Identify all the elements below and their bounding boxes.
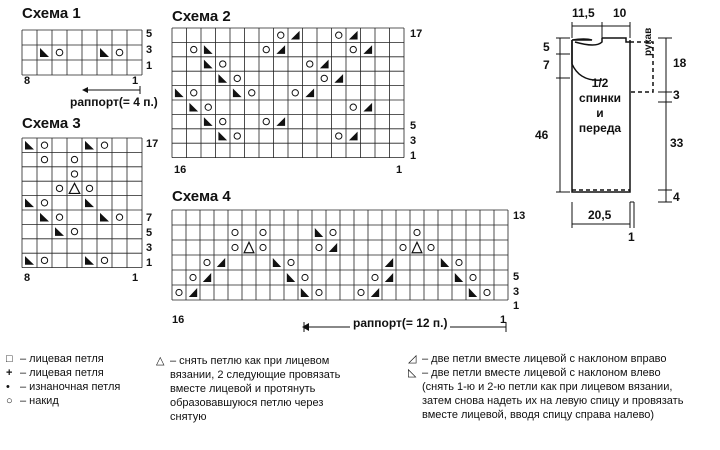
scheme-1-row-label-3: 3 bbox=[146, 44, 153, 56]
scheme-2-grid bbox=[172, 28, 404, 158]
decrease-right-mark bbox=[334, 74, 343, 83]
yarn-over-mark bbox=[41, 142, 47, 148]
scheme-4-col-label-right: 1 bbox=[500, 314, 507, 326]
yarn-over-mark bbox=[414, 229, 420, 235]
legend-item-purl: • – изнаночная петля bbox=[6, 381, 121, 393]
scheme-1-col-label-right: 1 bbox=[132, 75, 139, 87]
legend-slip-line-4: образовавшуюся петлю через bbox=[170, 397, 324, 409]
yarn-over-mark bbox=[336, 32, 342, 38]
body-label-line-1: 1/2 bbox=[591, 76, 609, 90]
decrease-left-mark bbox=[40, 48, 49, 57]
decrease-left-mark bbox=[218, 132, 227, 141]
decrease-left-mark bbox=[55, 227, 64, 236]
decrease-left-mark bbox=[233, 88, 242, 97]
body-label bbox=[572, 76, 628, 136]
scheme-4-row-label-13: 13 bbox=[513, 210, 526, 222]
dim-left-7: 7 bbox=[543, 58, 550, 72]
yarn-over-mark bbox=[428, 244, 434, 250]
sleeve-label: рукав bbox=[643, 27, 654, 56]
legend-k2tog-left-line-4: вместе лицевой, вводя спицу справа налево) bbox=[422, 409, 655, 421]
decrease-right-mark bbox=[189, 288, 197, 297]
decrease-right-mark bbox=[276, 45, 285, 54]
scheme-2-row-label-3: 3 bbox=[410, 135, 417, 147]
dim-right-3: 3 bbox=[673, 88, 680, 102]
plus-icon: + bbox=[6, 367, 13, 379]
legend-item-yarn-over: ○ – накид bbox=[6, 395, 59, 407]
scheme-3-row-label-3: 3 bbox=[146, 242, 153, 254]
decrease-left-mark bbox=[469, 288, 477, 297]
decrease-left-mark bbox=[85, 141, 94, 150]
yarn-over-mark bbox=[204, 259, 210, 265]
decrease-right-mark bbox=[385, 258, 393, 267]
dot-icon: • bbox=[6, 381, 10, 393]
yarn-over-mark bbox=[484, 289, 490, 295]
yarn-over-mark bbox=[71, 228, 77, 234]
yarn-over-mark bbox=[372, 274, 378, 280]
yarn-over-mark bbox=[350, 104, 356, 110]
yarn-over-mark bbox=[191, 46, 197, 52]
yarn-over-mark bbox=[232, 244, 238, 250]
legend-slip-line-2: вязании, 2 следующие провязать bbox=[170, 369, 341, 381]
body-label-line-4: переда bbox=[578, 121, 622, 135]
decrease-left-mark bbox=[25, 198, 34, 207]
dim-bottom: 20,5 bbox=[588, 208, 612, 222]
decrease-left-mark bbox=[441, 258, 449, 267]
body-label-line-3: и bbox=[596, 106, 604, 120]
decrease-left-mark bbox=[100, 48, 109, 57]
decrease-right-mark bbox=[363, 45, 372, 54]
yarn-over-mark bbox=[190, 274, 196, 280]
scheme-3-row-label-17: 17 bbox=[146, 138, 159, 150]
legend-k2tog-left-line-3: затем снова надеть их на левую спицу и провязать bbox=[422, 395, 684, 407]
yarn-over-mark bbox=[232, 229, 238, 235]
yarn-over-mark bbox=[400, 244, 406, 250]
yarn-over-mark bbox=[278, 32, 284, 38]
yarn-over-mark bbox=[307, 61, 313, 67]
decrease-left-mark bbox=[315, 228, 323, 237]
yarn-over-mark bbox=[71, 156, 77, 162]
yarn-over-mark bbox=[176, 289, 182, 295]
scheme-3-col-label-right: 1 bbox=[132, 272, 139, 284]
left-slant-icon: ◺ bbox=[408, 367, 417, 379]
yarn-over-mark bbox=[56, 214, 62, 220]
yarn-over-mark bbox=[292, 90, 298, 96]
yarn-over-mark bbox=[249, 90, 255, 96]
yarn-over-mark bbox=[336, 133, 342, 139]
legend-slip-line-5: снятую bbox=[170, 411, 207, 423]
yarn-over-mark bbox=[263, 118, 269, 124]
slip-double-decrease-mark bbox=[412, 242, 422, 253]
decrease-right-mark bbox=[349, 132, 358, 141]
scheme-4-col-label-left: 16 bbox=[172, 314, 185, 326]
yarn-over-mark bbox=[220, 118, 226, 124]
dim-left-5: 5 bbox=[543, 40, 550, 54]
decrease-left-mark bbox=[301, 288, 309, 297]
yarn-over-mark bbox=[116, 49, 123, 56]
dim-bottom-small: 1 bbox=[628, 230, 635, 244]
dim-top-right: 10 bbox=[613, 6, 627, 20]
legend-column-2 bbox=[156, 354, 386, 424]
scheme-4-repeat-label: раппорт(= 12 п.) bbox=[350, 316, 450, 330]
square-icon: □ bbox=[6, 353, 13, 365]
yarn-over-mark bbox=[350, 46, 356, 52]
yarn-over-mark bbox=[288, 259, 294, 265]
scheme-1-title: Схема 1 bbox=[22, 5, 81, 22]
yarn-over-mark bbox=[205, 104, 211, 110]
decrease-left-mark bbox=[204, 60, 213, 69]
dim-right-18: 18 bbox=[673, 56, 687, 70]
decrease-left-mark bbox=[204, 117, 213, 126]
scheme-2-row-label-5: 5 bbox=[410, 120, 417, 132]
scheme-1-row-label-5: 5 bbox=[146, 28, 153, 40]
yarn-over-mark bbox=[456, 259, 462, 265]
decrease-left-mark bbox=[204, 45, 213, 54]
decrease-right-mark bbox=[385, 273, 393, 282]
yarn-over-mark bbox=[234, 75, 240, 81]
scheme-4-grid bbox=[172, 210, 508, 310]
yarn-over-mark bbox=[263, 46, 269, 52]
decrease-left-mark bbox=[85, 198, 94, 207]
legend-item-knit: □ – лицевая петля bbox=[6, 353, 104, 365]
yarn-over-mark bbox=[191, 90, 197, 96]
decrease-right-mark bbox=[217, 258, 225, 267]
yarn-over-mark bbox=[302, 274, 308, 280]
scheme-3-row-label-5: 5 bbox=[146, 227, 153, 239]
scheme-1-col-label-left: 8 bbox=[24, 75, 31, 87]
decrease-left-mark bbox=[25, 256, 34, 265]
scheme-3-title: Схема 3 bbox=[22, 115, 81, 132]
decrease-right-mark bbox=[276, 117, 285, 126]
decrease-right-mark bbox=[203, 273, 211, 282]
dim-left-46: 46 bbox=[535, 128, 549, 142]
scheme-3-row-label-7: 7 bbox=[146, 212, 153, 224]
body-label-line-2: спинки bbox=[579, 91, 621, 105]
scheme-1-row-label-1: 1 bbox=[146, 60, 153, 72]
decrease-left-mark bbox=[273, 258, 281, 267]
yarn-over-mark bbox=[41, 156, 47, 162]
decrease-right-mark bbox=[371, 288, 379, 297]
yarn-over-mark bbox=[56, 185, 62, 191]
circle-icon: ○ bbox=[6, 395, 13, 407]
dim-right-33: 33 bbox=[670, 136, 684, 150]
yarn-over-mark bbox=[101, 257, 107, 263]
yarn-over-mark bbox=[260, 244, 266, 250]
scheme-2-title: Схема 2 bbox=[172, 8, 231, 25]
decrease-left-mark bbox=[287, 273, 295, 282]
legend-k2tog-left-line-2: (снять 1-ю и 2-ю петли как при лицевом вязании, bbox=[422, 381, 673, 393]
legend-column-1 bbox=[6, 352, 156, 408]
yarn-over-mark bbox=[116, 214, 122, 220]
legend-item-k2tog-right: ◿ – две петли вместе лицевой с наклоном вправо bbox=[408, 353, 667, 365]
dim-top-left: 11,5 bbox=[572, 6, 595, 20]
yarn-over-mark bbox=[260, 229, 266, 235]
yarn-over-mark bbox=[71, 171, 77, 177]
yarn-over-mark bbox=[330, 229, 336, 235]
scheme-3-col-label-left: 8 bbox=[24, 272, 31, 284]
decrease-right-mark bbox=[349, 31, 358, 40]
decrease-left-mark bbox=[175, 88, 184, 97]
yarn-over-mark bbox=[470, 274, 476, 280]
decrease-right-mark bbox=[291, 31, 300, 40]
legend-slip-line-3: вместе лицевой и протянуть bbox=[170, 383, 316, 395]
scheme-1-grid bbox=[22, 30, 142, 75]
decrease-left-mark bbox=[189, 103, 198, 112]
decrease-left-mark bbox=[25, 141, 34, 150]
scheme-4-row-label-3: 3 bbox=[513, 286, 520, 298]
slip-double-decrease-mark bbox=[69, 183, 80, 193]
decrease-left-mark bbox=[455, 273, 463, 282]
yarn-over-mark bbox=[220, 61, 226, 67]
scheme-2-col-label-right: 1 bbox=[396, 164, 403, 176]
decrease-left-mark bbox=[100, 213, 109, 222]
scheme-4-row-label-5: 5 bbox=[513, 271, 520, 283]
yarn-over-mark bbox=[316, 289, 322, 295]
decrease-right-mark bbox=[329, 243, 337, 252]
decrease-left-mark bbox=[85, 256, 94, 265]
legend-item-knit-plus: + – лицевая петля bbox=[6, 367, 104, 379]
legend-item-k2tog-left: ◺ – две петли вместе лицевой с наклоном влево bbox=[408, 367, 661, 379]
scheme-1-repeat-label: раппорт(= 4 п.) bbox=[70, 95, 158, 109]
dim-right-4: 4 bbox=[673, 190, 680, 204]
scheme-2-row-label-1: 1 bbox=[410, 150, 417, 162]
decrease-right-mark bbox=[305, 88, 314, 97]
right-slant-icon: ◿ bbox=[408, 353, 417, 365]
decrease-left-mark bbox=[40, 213, 49, 222]
scheme-2-col-label-left: 16 bbox=[174, 164, 187, 176]
scheme-3-row-label-1: 1 bbox=[146, 257, 153, 269]
yarn-over-mark bbox=[41, 200, 47, 206]
slip-double-decrease-mark bbox=[244, 242, 254, 253]
scheme-4-title: Схема 4 bbox=[172, 188, 231, 205]
decrease-left-mark bbox=[218, 74, 227, 83]
decrease-right-mark bbox=[320, 60, 329, 69]
legend-item-slip: △ – снять петлю как при лицевом bbox=[156, 355, 330, 367]
yarn-over-mark bbox=[358, 289, 364, 295]
yarn-over-mark bbox=[101, 142, 107, 148]
scheme-1-repeat-arrow bbox=[82, 86, 142, 94]
scheme-2-row-label-17: 17 bbox=[410, 28, 423, 40]
yarn-over-mark bbox=[234, 133, 240, 139]
decrease-right-mark bbox=[363, 103, 372, 112]
scheme-4-row-label-1: 1 bbox=[513, 300, 520, 312]
yarn-over-mark bbox=[41, 257, 47, 263]
triangle-icon: △ bbox=[156, 355, 165, 367]
scheme-3-grid bbox=[22, 138, 142, 268]
yarn-over-mark bbox=[321, 75, 327, 81]
yarn-over-mark bbox=[86, 185, 92, 191]
legend-column-3 bbox=[408, 352, 718, 422]
yarn-over-mark bbox=[56, 49, 63, 56]
yarn-over-mark bbox=[316, 244, 322, 250]
